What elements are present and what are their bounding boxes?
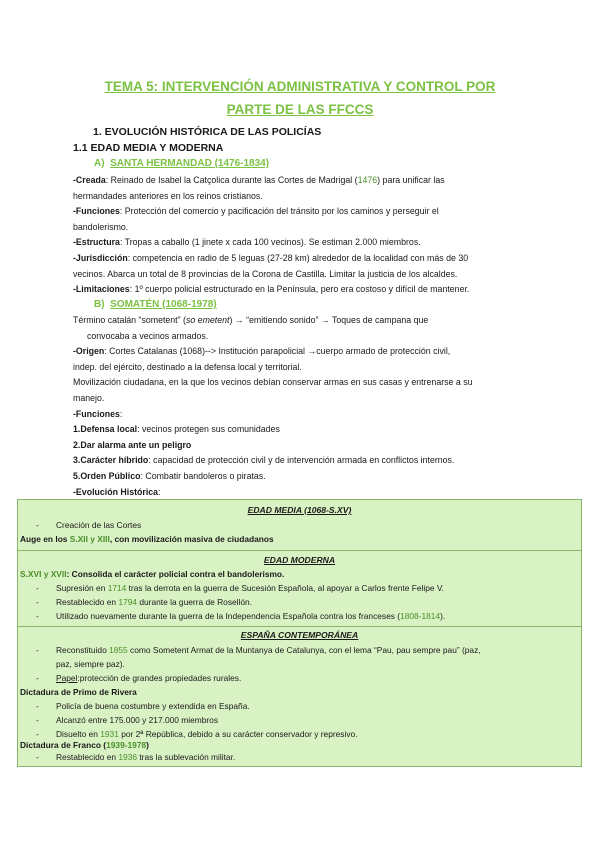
mod1-b: tras la derrota en la guerra de Sucesión Española, al apoyar a Carlos frente Felipe V. <box>126 583 444 593</box>
heading-edad-media-moderna: 1.1 EDAD MEDIA Y MODERNA <box>73 142 224 154</box>
mod2-b: durante la guerra de Rosellón. <box>137 597 253 607</box>
termino-line-2: convocaba a vecinos armados. <box>87 330 209 341</box>
con1-year: 1855 <box>109 645 128 655</box>
primo-item-1: Policía de buena costumbre y extendida en España. <box>56 701 250 711</box>
movilizacion-line-1: Movilización ciudadana, en la que los vecinos debían conservar armas en sus casas y entrenarse a su <box>73 377 473 388</box>
dash-marker: - <box>36 752 39 762</box>
primo-item-2: Alcanzó entre 175.000 y 217.000 miembros <box>56 715 219 725</box>
con2-b: :protección de grandes propiedades rurales. <box>77 673 242 683</box>
media-auge <box>20 533 274 546</box>
termino-text-b: ) → “emitiendo sonido” → Toques de campana que <box>229 315 429 325</box>
dash-marker: - <box>36 611 39 621</box>
creada-text: : Reinado de Isabel la Catçolica durante las Cortes de Madrigal ( <box>105 175 358 185</box>
franco-item-1 <box>56 751 235 764</box>
con1-a: Reconstituido <box>56 645 110 655</box>
dash-marker: - <box>36 645 39 655</box>
funcion-3-line <box>73 453 533 469</box>
section-a-heading <box>94 157 269 171</box>
dash-marker: - <box>36 673 39 683</box>
contemp-item-1 <box>56 644 481 657</box>
heading-evolucion: 1. EVOLUCIÓN HISTÓRICA DE LAS POLICÍAS <box>93 126 322 138</box>
section-b-letter: B) <box>94 299 105 310</box>
funcion-1-line <box>73 422 533 438</box>
moderna-item-1 <box>56 582 444 595</box>
table-separator <box>18 550 581 551</box>
con2-papel: Papel <box>56 673 78 683</box>
document-title-line-1: TEMA 5: INTERVENCIÓN ADMINISTRATIVA Y CONTROL POR <box>104 79 496 94</box>
section-a-title: SANTA HERMANDAD (1476-1834) <box>110 158 270 169</box>
mod2-year: 1794 <box>118 597 138 607</box>
mod3-a: Utilizado nuevamente durante la guerra de la Independencia Española contra los franceses ( <box>56 611 401 621</box>
origen-text: : Cortes Catalanas (1068)--> Institución parapolicial →cuerpo armado de protección civil, <box>104 346 451 357</box>
funcion-3-text: : capacidad de protección civil y de intervención armada en conflictos internos. <box>148 455 455 466</box>
estructura-text: : Tropas a caballo (1 jinete x cada 100 vecinos). Se estiman 2.000 miembros. <box>119 237 421 248</box>
dash-marker: - <box>36 520 39 530</box>
table-header-edad-media: EDAD MEDIA (1068-S.XV) <box>247 505 352 515</box>
dash-marker: - <box>36 597 39 607</box>
funcion-1-text: : vecinos protegen sus comunidades <box>137 424 280 435</box>
origen-label: -Origen <box>73 346 105 357</box>
section-a-letter: A) <box>94 158 105 169</box>
estructura-label: -Estructura <box>73 237 120 248</box>
dash-marker: - <box>36 583 39 593</box>
moderna-item-2 <box>56 596 252 609</box>
moderna-item-3 <box>56 610 445 623</box>
limitaciones-text: : 1º cuerpo policial estructurado en la Península, pero era costoso y difícil de mantener. <box>129 284 470 295</box>
franco-years: 1939-1978 <box>106 740 147 750</box>
funciones-line-2: bandolerismo. <box>73 221 129 232</box>
section-b-body <box>73 313 533 500</box>
moderna-consolida <box>20 568 284 581</box>
pr3-year: 1931 <box>100 729 119 739</box>
mod3-b: ). <box>440 611 446 621</box>
fr1-a: Restablecido en <box>56 752 119 762</box>
fr1-year: 1936 <box>118 752 138 762</box>
mod3-years: 1808-1814 <box>400 611 441 621</box>
creada-line-2: hermandades anteriores en los reinos cristianos. <box>73 190 263 201</box>
funciones-line <box>73 204 533 220</box>
termino-text-a: Término catalán “sometent” ( <box>73 315 186 325</box>
section-b-title: SOMATÉN (1068-1978) <box>110 299 217 310</box>
media-auge-a: Auge en los <box>20 534 70 544</box>
section-a-body <box>73 173 533 298</box>
termino-italic: so emetent <box>185 315 230 325</box>
dash-marker: - <box>36 701 39 711</box>
section-b-heading <box>94 298 217 312</box>
funciones-b-line <box>73 407 533 423</box>
con1-b: como Sometent Armat de la Muntanya de Catalunya, con el lema “Pau, pau sempre pau” (paz, <box>127 645 481 655</box>
jurisdiccion-text: : competencia en radio de 5 leguas (27-28 km) alrededor de la localidad con más de 30 <box>127 252 469 263</box>
funcion-1-label: 1.Defensa local <box>73 424 138 435</box>
contemp-item-2 <box>56 672 241 685</box>
jurisdiccion-line-2: vecinos. Abarca un total de 8 provincias de la Corona de Castilla. Limitar la justicia de los alcaldes. <box>73 268 458 279</box>
funcion-5-line <box>73 469 533 485</box>
limitaciones-label: -Limitaciones <box>73 284 130 295</box>
moderna-centuries: S.XVI y XVII <box>20 569 67 579</box>
funcion-5-text: : Combatir bandoleros o piratas. <box>140 470 266 481</box>
evolucion-line <box>73 485 533 501</box>
dash-marker: - <box>36 729 39 739</box>
media-auge-b: , con movilización masiva de ciudadanos <box>109 534 274 544</box>
funciones-label: -Funciones <box>73 206 120 217</box>
origen-line-2: indep. del ejército, destinado a la defensa local y territorial. <box>73 361 302 372</box>
table-header-edad-moderna: EDAD MODERNA <box>263 555 336 565</box>
origen-line <box>73 344 533 360</box>
jurisdiccion-label: -Jurisdicción <box>73 252 128 263</box>
funciones-text: : Protección del comercio y pacificación del tránsito por los caminos y perseguir el <box>119 206 439 217</box>
termino-line <box>73 313 533 329</box>
fr1-b: tras la sublevación militar. <box>137 752 236 762</box>
pr3-b: por 2ª República, debido a su carácter conservador y represivo. <box>118 729 358 739</box>
mod1-a: Supresión en <box>56 583 108 593</box>
estructura-line <box>73 235 533 251</box>
funciones-b-label: -Funciones <box>73 408 120 419</box>
dash-marker: - <box>36 715 39 725</box>
mod1-year: 1714 <box>107 583 127 593</box>
creada-label: -Creada <box>73 175 106 185</box>
movilizacion-line-2: manejo. <box>73 392 105 403</box>
jurisdiccion-line <box>73 251 533 267</box>
evolucion-table <box>17 499 582 767</box>
evolucion-colon: : <box>158 486 161 497</box>
primo-rivera-label: Dictadura de Primo de Rivera <box>20 687 137 697</box>
creada-line <box>73 173 533 189</box>
moderna-consolida-text: : Consolida el carácter policial contra el bandolerismo. <box>66 569 285 579</box>
funciones-b-colon: : <box>119 408 123 419</box>
evolucion-label: -Evolución Histórica <box>73 486 159 497</box>
media-auge-centuries: S.XII y XIII <box>69 534 110 544</box>
contemp-item-1-line-2: paz, siempre paz). <box>56 659 125 669</box>
funcion-2-line: 2.Dar alarma ante un peligro <box>73 439 192 450</box>
creada-text-2: ) para unificar las <box>377 175 445 185</box>
mod2-a: Restablecido en <box>56 597 119 607</box>
franco-a: Dictadura de Franco ( <box>20 740 107 750</box>
document-title-line-2: PARTE DE LAS FFCCS <box>226 102 374 117</box>
funcion-3-label: 3.Carácter híbrido <box>73 455 149 466</box>
media-item-1: Creación de las Cortes <box>56 520 142 530</box>
creada-year: 1476 <box>357 175 378 185</box>
table-header-espana-contemporanea: ESPAÑA CONTEMPORÁNEA <box>240 630 359 640</box>
limitaciones-line <box>73 282 533 298</box>
table-separator <box>18 626 581 627</box>
pr3-a: Disuelto en <box>56 729 101 739</box>
franco-b: ) <box>146 740 149 750</box>
funcion-5-label: 5.Orden Público <box>73 470 141 481</box>
